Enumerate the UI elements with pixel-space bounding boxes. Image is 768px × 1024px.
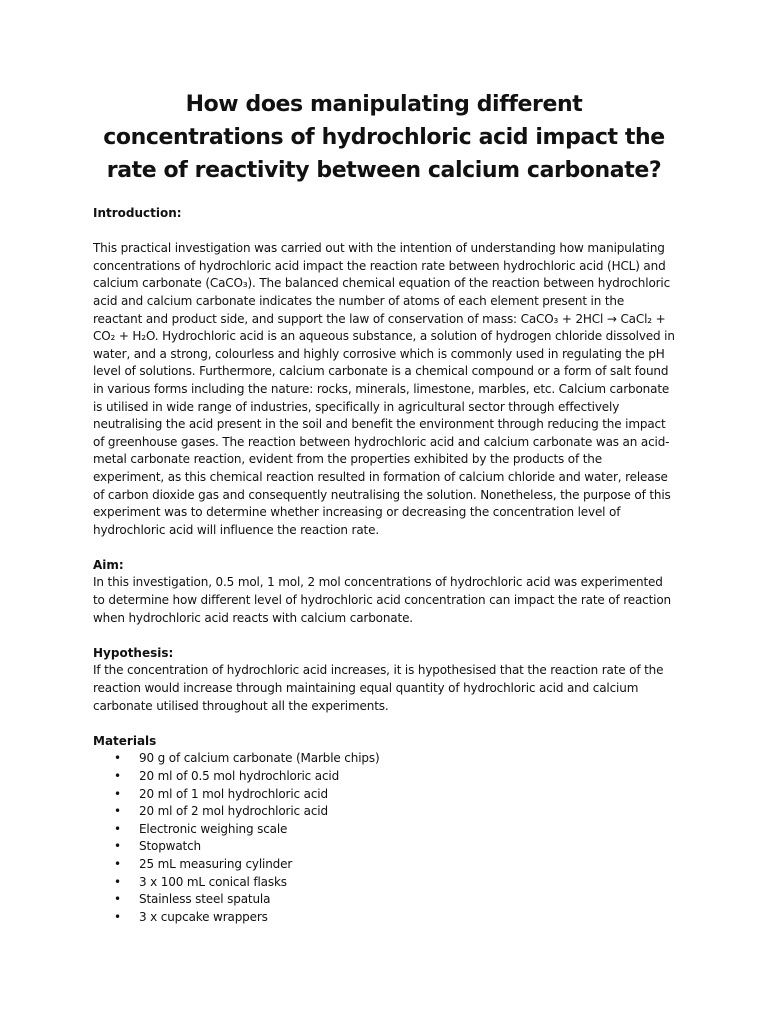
spacer: [93, 715, 675, 733]
list-item: [93, 874, 675, 892]
bullet-icon: •: [114, 769, 121, 783]
list-item-text: 3 x 100 mL conical flasks: [139, 874, 287, 889]
list-item: [93, 821, 675, 839]
bullet-icon: •: [114, 804, 121, 819]
list-item-text: 20 ml of 1 mol hydrochloric acid: [139, 786, 328, 801]
list-item-text: Stainless steel spatula: [139, 892, 271, 907]
list-item: [93, 803, 675, 821]
aim-heading: Aim:: [93, 557, 124, 572]
list-item-text: 25 mL measuring cylinder: [139, 856, 293, 871]
spacer: [93, 627, 675, 645]
list-item: [93, 838, 675, 856]
list-item: [93, 768, 675, 786]
list-item-text: 3 x cupcake wrappers: [139, 909, 268, 924]
materials-heading: Materials: [93, 733, 157, 748]
bullet-icon: •: [114, 821, 121, 836]
aim-paragraph: In this investigation, 0.5 mol, 1 mol, 2 mol concentrations of hydrochloric acid was experimented to determine how different level of hydrochloric acid concentration can impact the rate of reaction when hydrochloric acid reacts with calcium carbonate.: [93, 575, 672, 625]
bullet-icon: •: [114, 786, 121, 801]
introduction-paragraph: This practical investigation was carried out with the intention of understanding how manipulating concentrations of hydrochloric acid impact the reaction rate between hydrochloric acid (HCL) and calcium carbonate (CaCO₃). The balanced chemical equation of the reaction between hydrochloric acid and calcium carbonate indicates the number of atoms of each element present in the reactant and product side, and support the law of conservation of mass: CaCO₃ + 2HCl → CaCl₂ + CO₂ + H₂O. Hydrochloric acid is an aqueous substance, a solution of hydrogen chloride dissolved in water, and a strong, colourless and highly corrosive which is commonly used in regulating the pH level of solutions. Furthermore, calcium carbonate is a chemical compound or a form of salt found in various forms including the nature: rocks, minerals, limestone, marbles, etc. Calcium carbonate is utilised in wide range of industries, specifically in agricultural sector through effectively neutralising the acid present in the soil and benefit the environment through reducing the impact of greenhouse gases. The reaction between hydrochloric acid and calcium carbonate was an acid-metal carbonate reaction, evident from the properties exhibited by the products of the experiment, as this chemical reaction resulted in formation of calcium chloride and water, release of carbon dioxide gas and consequently neutralising the solution. Nonetheless, the purpose of this experiment was to determine whether increasing or decreasing the concentration level of hydrochloric acid will influence the reaction rate.: [93, 241, 675, 537]
list-item-text: Electronic weighing scale: [139, 821, 288, 836]
bullet-icon: •: [114, 892, 121, 907]
list-item: [93, 909, 675, 927]
materials-list: [93, 750, 675, 926]
introduction-heading: Introduction:: [93, 206, 182, 220]
list-item-text: Stopwatch: [139, 839, 202, 854]
spacer: [93, 539, 675, 557]
list-item: [93, 856, 675, 874]
list-item: [93, 891, 675, 909]
bullet-icon: •: [114, 874, 121, 889]
bullet-icon: •: [114, 909, 121, 924]
bullet-icon: •: [114, 751, 121, 766]
list-item-text: 20 ml of 0.5 mol hydrochloric acid: [139, 769, 340, 783]
hypothesis-heading: Hypothesis:: [93, 645, 174, 660]
document-title: How does manipulating different concentrations of hydrochloric acid impact the rate of reactivity between calcium carbonate?: [103, 92, 665, 183]
hypothesis-paragraph: If the concentration of hydrochloric acid increases, it is hypothesised that the reaction rate of the reaction would increase through maintaining equal quantity of hydrochloric acid and calcium carbonate utilised throughout all the experiments.: [93, 663, 664, 713]
list-item: [93, 786, 675, 804]
list-item: [93, 750, 675, 768]
list-item-text: 90 g of calcium carbonate (Marble chips): [139, 751, 380, 766]
list-item-text: 20 ml of 2 mol hydrochloric acid: [139, 804, 328, 819]
bullet-icon: •: [114, 839, 121, 854]
spacer: [93, 223, 675, 241]
bullet-icon: •: [114, 856, 121, 871]
